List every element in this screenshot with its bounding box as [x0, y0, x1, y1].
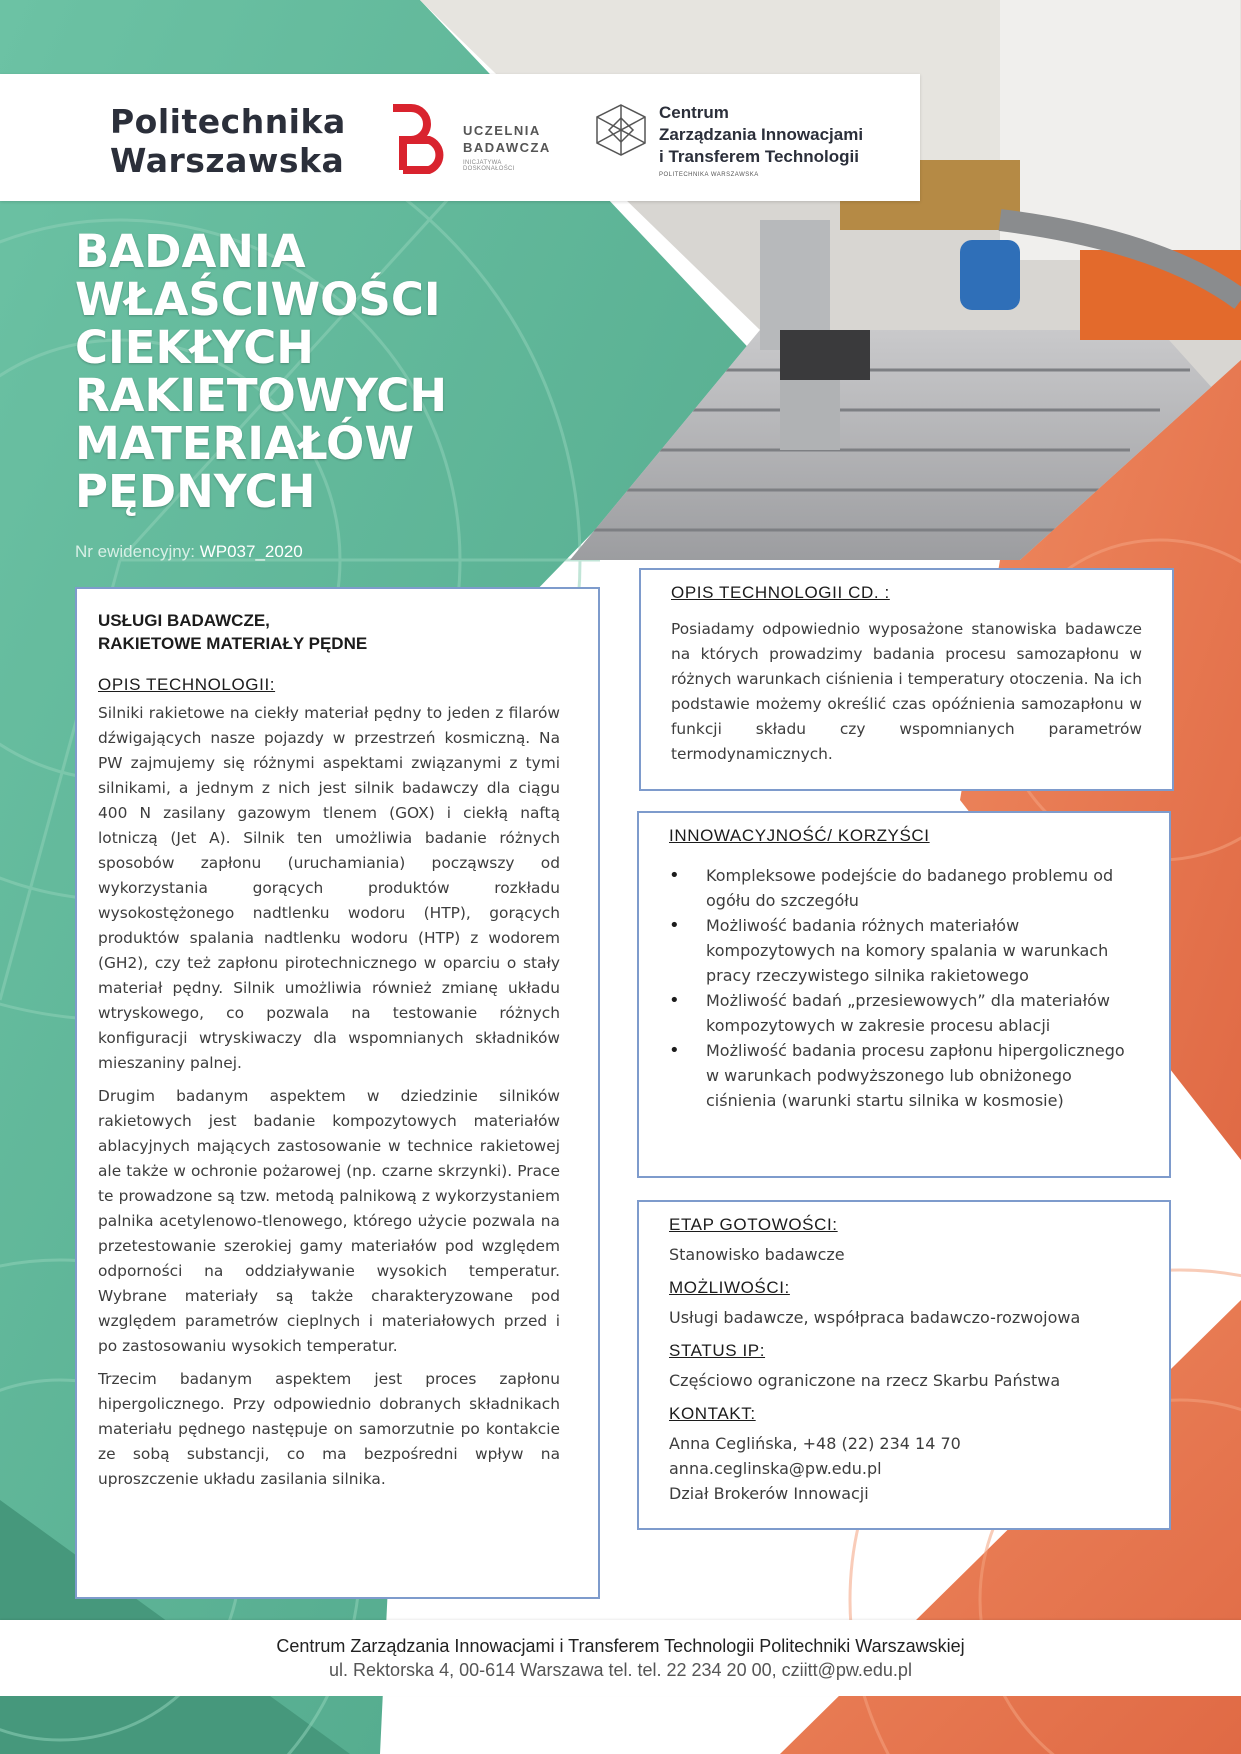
category-line: RAKIETOWE MATERIAŁY PĘDNE — [98, 634, 368, 653]
description-paragraph: Trzecim badanym aspektem jest proces zapłonu hipergolicznego. Przy odpowiednio dobranych składnikach materiału pędnego następuje on samorzutnie po kontakcie ze sobą substancji, co ma bezpośredni wpływ na uproszczenie układu zasilania silnika. — [98, 1370, 560, 1488]
logo-ub-line-2: BADAWCZA — [463, 140, 551, 155]
benefits-list — [669, 863, 1139, 1113]
registration-label: Nr ewidencyjny: — [75, 542, 200, 561]
logo-ub-subtitle: INICJATYWA DOSKONAŁOŚCI — [463, 160, 515, 172]
contact-department: Dział Brokerów Innowacji — [669, 1484, 869, 1503]
innovation-benefits-box — [637, 811, 1171, 1178]
technology-heading: OPIS TECHNOLOGII: — [98, 675, 276, 694]
header-logo-band — [0, 74, 920, 201]
logo-czit-line-3: i Transferem Technologii — [659, 147, 859, 166]
uczelnia-badawcza-icon — [383, 104, 457, 174]
contact-label: KONTAKT: — [669, 1404, 756, 1423]
logo-uczelnia-badawcza — [383, 104, 551, 174]
logo-pw-line-1: Politechnika — [110, 102, 346, 141]
logo-pw-line-2: Warszawska — [110, 141, 345, 180]
registration-number — [75, 542, 303, 562]
technology-continued-text: Posiadamy odpowiednio wyposażone stanowiska badawcze na których prowadzimy badania procesu samozapłonu w różnych warunkach ciśnienia i temperatury otoczenia. Na ich podstawie możemy określić czas opóźnienia samozapłonu w funkcji składu czy wspomnianych parametrów termodynamicznych. — [671, 620, 1142, 763]
logo-ub-line-1: UCZELNIA — [463, 123, 541, 138]
title-line: CIEKŁYCH — [75, 321, 314, 374]
contact-name-phone: Anna Ceglińska, +48 (22) 234 14 70 — [669, 1434, 961, 1453]
logo-czit-line-1: Centrum — [659, 103, 729, 122]
description-paragraph: Silniki rakietowe na ciekły materiał pędny to jeden z filarów dźwigających nasze pojazdy w przestrzeń kosmiczną. Na PW zajmujemy się różnymi aspektami związanymi z tymi silnikami, a jednym z nich jest silnik badawczy dla ciągu 400 N zasilany gazowym tlenem (GOX) i ciekłą naftą lotniczą (Jet A). Silnik ten umożliwia badanie różnych sposobów zapłonu (uruchamiania) począwszy od wykorzystania gorących produktów rozkładu wysokostężonego nadtlenku wodoru (HTP), gorących produktów spalania nadtlenku wodoru (HTP) z wodorem (GH2), czy też zapłonu pirotechnicznego w oparciu o stały materiał pędny. Silnik umożliwia również zmianę układu wtryskowego, co pozwala na testowanie różnych konfiguracji wtryskiwaczy dla wspomnianych składników mieszaniny palnej. — [98, 704, 560, 1072]
readiness-value: Stanowisko badawcze — [669, 1245, 845, 1264]
options-label: MOŻLIWOŚCI: — [669, 1278, 790, 1297]
page-footer — [0, 1620, 1241, 1696]
czit-network-icon — [592, 102, 650, 158]
footer-address: ul. Rektorska 4, 00-614 Warszawa tel. tel. 22 234 20 00, cziitt@pw.edu.pl — [329, 1660, 912, 1680]
logo-czit — [592, 102, 892, 182]
category-title — [98, 609, 560, 655]
technology-description-box — [75, 587, 600, 1599]
technology-continued-heading: OPIS TECHNOLOGII CD. : — [671, 583, 890, 602]
ip-status-value: Częściowo ograniczone na rzecz Skarbu Państwa — [669, 1371, 1061, 1390]
title-line: BADANIA — [75, 225, 306, 278]
contact-email-link[interactable]: anna.ceglinska@pw.edu.pl — [669, 1459, 882, 1478]
technology-continued-box — [639, 568, 1174, 791]
title-line: PĘDNYCH — [75, 465, 316, 518]
benefit-item: • Możliwość badania różnych materiałów kompozytowych na komory spalania w warunkach pracy rzeczywistego silnika rakietowego — [669, 913, 1139, 988]
options-value: Usługi badawcze, współpraca badawczo-rozwojowa — [669, 1308, 1081, 1327]
page-title — [75, 225, 515, 518]
category-line: USŁUGI BADAWCZE, — [98, 611, 270, 630]
benefit-item: • Możliwość badań „przesiewowych” dla materiałów kompozytowych w zakresie procesu ablacji — [669, 988, 1139, 1038]
ip-status-label: STATUS IP: — [669, 1341, 766, 1360]
logo-czit-subtitle: POLITECHNIKA WARSZAWSKA — [659, 172, 759, 178]
description-paragraph: Drugim badanym aspektem w dziedzinie silników rakietowych jest badanie kompozytowych materiałów ablacyjnych mających zastosowanie w technice rakietowej ale także w ochronie pożarowej (np. czarne skrzynki). Prace te prowadzone są tzw. metodą palnikową z wykorzystaniem palnika acetylenowo-tlenowego, którego użycie pozwala na przetestowanie szerokiej gamy materiałów pod względem odporności na oddziaływanie wysokich temperatur. Wybrane materiały są także charakteryzowane pod względem parametrów cieplnych i materiałowych przed i po zastosowaniu wysokich temperatur. — [98, 1087, 560, 1355]
benefit-item: • Kompleksowe podejście do badanego problemu od ogółu do szczegółu — [669, 863, 1139, 913]
status-contact-box — [637, 1200, 1171, 1530]
title-line: MATERIAŁÓW — [75, 417, 414, 470]
contact-details — [669, 1431, 1139, 1506]
title-line: RAKIETOWYCH — [75, 369, 448, 422]
logo-politechnika-warszawska — [110, 102, 346, 180]
title-line: WŁAŚCIWOŚCI — [75, 273, 441, 326]
innovation-heading: INNOWACYJNOŚĆ/ KORZYŚCI — [669, 826, 930, 845]
registration-value: WP037_2020 — [199, 542, 303, 561]
footer-organization: Centrum Zarządzania Innowacjami i Transferem Technologii Politechniki Warszawskiej — [276, 1636, 965, 1656]
benefit-item: • Możliwość badania procesu zapłonu hipergolicznego w warunkach podwyższonego lub obniżonego ciśnienia (warunki startu silnika w kosmosie) — [669, 1038, 1139, 1113]
readiness-label: ETAP GOTOWOŚCI: — [669, 1215, 838, 1234]
logo-czit-line-2: Zarządzania Innowacjami — [659, 125, 864, 144]
